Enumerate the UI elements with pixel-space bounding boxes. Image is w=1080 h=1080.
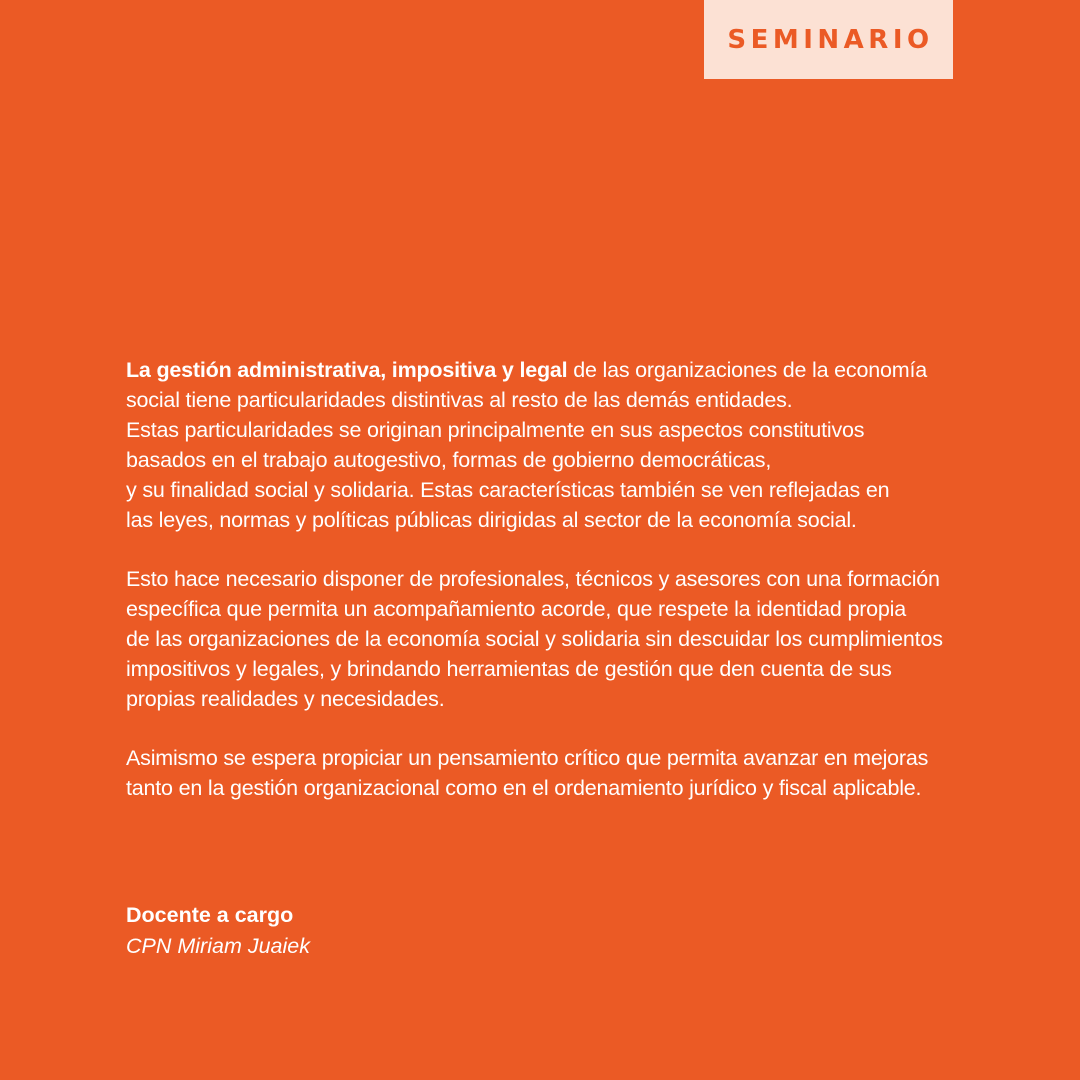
paragraph2-line: impositivos y legales, y brindando herramientas de gestión que den cuenta de sus xyxy=(126,657,892,681)
intro-line: las leyes, normas y políticas públicas dirigidas al sector de la economía social. xyxy=(126,508,857,532)
second-paragraph xyxy=(126,564,1066,714)
intro-line-1 xyxy=(126,355,1066,385)
paragraph3-line: tanto en la gestión organizacional como en el ordenamiento jurídico y fiscal aplicable. xyxy=(126,776,922,800)
paragraph2-line: Esto hace necesario disponer de profesionales, técnicos y asesores con una formación xyxy=(126,567,940,591)
teacher-name: CPN Miriam Juaiek xyxy=(126,934,310,958)
paragraph2-line: de las organizaciones de la economía social y solidaria sin descuidar los cumplimientos xyxy=(126,627,943,651)
teacher-block xyxy=(126,900,310,962)
intro-paragraph xyxy=(126,355,1066,535)
paragraph2-line: específica que permita un acompañamiento acorde, que respete la identidad propia xyxy=(126,597,907,621)
paragraph2-line: propias realidades y necesidades. xyxy=(126,687,445,711)
seminar-badge xyxy=(704,0,953,79)
intro-line: Estas particularidades se originan principalmente en sus aspectos constitutivos xyxy=(126,418,865,442)
teacher-title: Docente a cargo xyxy=(126,903,294,927)
intro-lead-rest: de las organizaciones de la economía xyxy=(567,358,927,382)
description-body xyxy=(126,355,1066,832)
intro-line: social tiene particularidades distintivas al resto de las demás entidades. xyxy=(126,388,793,412)
intro-line: y su finalidad social y solidaria. Estas características también se ven reflejadas en xyxy=(126,478,890,502)
third-paragraph xyxy=(126,743,1066,803)
intro-line: basados en el trabajo autogestivo, formas de gobierno democráticas, xyxy=(126,448,772,472)
intro-lead-bold: La gestión administrativa, impositiva y legal xyxy=(126,358,568,382)
seminar-badge-label: SEMINARIO xyxy=(727,24,934,55)
paragraph3-line: Asimismo se espera propiciar un pensamiento crítico que permita avanzar en mejoras xyxy=(126,746,929,770)
